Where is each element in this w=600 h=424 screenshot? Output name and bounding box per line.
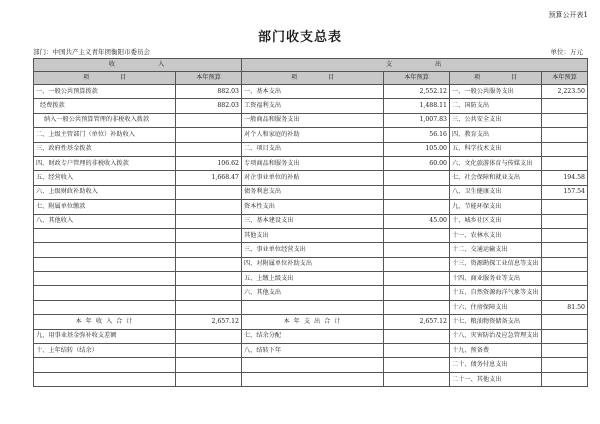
function-item-header: 项 目 [450, 72, 542, 85]
function-item-cell: 十六、住房保障支出 [450, 300, 542, 314]
function-amount-cell [542, 315, 588, 329]
table-row [34, 228, 588, 242]
income-amount-cell [176, 128, 242, 142]
income-item-header: 项 目 [34, 72, 176, 85]
expense-amount-cell [384, 185, 450, 199]
expense-item-cell: 本 年 支 出 合 计 [242, 315, 384, 329]
function-item-cell: 五、科学技术支出 [450, 142, 542, 156]
table-row [34, 300, 588, 314]
table-row [34, 329, 588, 343]
income-item-cell [34, 243, 176, 257]
income-item-cell: 一、一般公共预算拨款 [34, 85, 176, 99]
income-amount-cell [176, 185, 242, 199]
expense-amount-cell [384, 286, 450, 300]
income-item-cell: 七、附属单位缴款 [34, 200, 176, 214]
expense-amount-cell [384, 272, 450, 286]
expense-item-cell: 七、结余分配 [242, 329, 384, 343]
income-amount-cell: 106.62 [176, 156, 242, 170]
department-label: 部门：中国共产主义青年团衡阳市委员会 [33, 48, 150, 56]
table-row [34, 344, 588, 358]
budget-summary-table [33, 58, 588, 387]
income-item-cell: 十、上年结转（结余） [34, 344, 176, 358]
table-row [34, 315, 588, 329]
income-item-cell: 六、上级财政补助收入 [34, 185, 176, 199]
income-amount-cell: 2,657.12 [176, 315, 242, 329]
income-item-cell [34, 300, 176, 314]
function-item-cell: 十五、自然资源海洋气象等支出 [450, 286, 542, 300]
expense-item-cell: 八、结转下年 [242, 344, 384, 358]
income-amount-cell: 1,668.47 [176, 171, 242, 185]
function-item-cell: 二十一、其他支出 [450, 372, 542, 386]
income-amount-cell [176, 214, 242, 228]
function-amount-cell [542, 128, 588, 142]
income-amount-cell [176, 243, 242, 257]
page-title: 部门收支总表 [257, 30, 342, 45]
expense-item-cell [242, 372, 384, 386]
income-group-header: 收 入 [34, 59, 242, 72]
income-amount-cell [176, 228, 242, 242]
function-item-cell: 十一、农林水支出 [450, 228, 542, 242]
income-amount-cell [176, 200, 242, 214]
expense-item-cell: 六、其他支出 [242, 286, 384, 300]
table-group-header-row [34, 59, 588, 72]
expense-item-cell: 二、项目支出 [242, 142, 384, 156]
table-row [34, 272, 588, 286]
expense-item-cell: 资本性支出 [242, 200, 384, 214]
function-item-cell: 十、城乡社区支出 [450, 214, 542, 228]
expense-amount-cell [384, 329, 450, 343]
function-amount-cell [542, 228, 588, 242]
table-row [34, 185, 588, 199]
income-amount-cell [176, 257, 242, 271]
expense-item-cell: 五、上缴上级支出 [242, 272, 384, 286]
function-item-cell: 四、教育支出 [450, 128, 542, 142]
table-row [34, 128, 588, 142]
expense-amount-cell: 2,552.12 [384, 85, 450, 99]
table-row [34, 243, 588, 257]
income-item-cell: 八、其他收入 [34, 214, 176, 228]
function-item-cell: 十九、预备费 [450, 344, 542, 358]
expense-amount-header: 本年预算 [384, 72, 450, 85]
function-amount-cell: 157.54 [542, 185, 588, 199]
expense-item-cell: 一、基本支出 [242, 85, 384, 99]
expense-item-cell: 三、事业单位经营支出 [242, 243, 384, 257]
table-row [34, 113, 588, 127]
function-amount-cell [542, 329, 588, 343]
unit-label: 单位：万元 [550, 48, 583, 56]
expense-item-cell: 债务利息支出 [242, 185, 384, 199]
expense-amount-cell [384, 243, 450, 257]
function-amount-cell [542, 243, 588, 257]
function-item-cell: 三、公共安全支出 [450, 113, 542, 127]
income-item-cell [34, 257, 176, 271]
function-amount-cell [542, 113, 588, 127]
table-row [34, 156, 588, 170]
income-amount-cell: 882.03 [176, 85, 242, 99]
expense-amount-cell [384, 358, 450, 372]
function-item-cell: 二、国防支出 [450, 99, 542, 113]
table-row [34, 85, 588, 99]
income-item-cell: 经费拨款 [34, 99, 176, 113]
function-item-cell: 一、一般公共服务支出 [450, 85, 542, 99]
expense-amount-cell: 1,488.11 [384, 99, 450, 113]
table-row [34, 372, 588, 386]
expense-item-cell: 一般商品和服务支出 [242, 113, 384, 127]
expense-item-cell: 四、对附属单位补助支出 [242, 257, 384, 271]
function-amount-cell [542, 142, 588, 156]
expense-amount-cell [384, 228, 450, 242]
expense-amount-cell [384, 257, 450, 271]
income-item-cell: 本 年 收 入 合 计 [34, 315, 176, 329]
table-column-header-row [34, 72, 588, 85]
table-row [34, 358, 588, 372]
function-item-cell: 九、节能环保支出 [450, 200, 542, 214]
income-item-cell [34, 272, 176, 286]
expense-amount-cell: 105.00 [384, 142, 450, 156]
income-amount-cell [176, 344, 242, 358]
expense-amount-cell [384, 344, 450, 358]
income-item-cell [34, 228, 176, 242]
function-item-cell: 二十、债务付息支出 [450, 358, 542, 372]
function-amount-cell: 194.58 [542, 171, 588, 185]
expense-item-header: 项 目 [242, 72, 384, 85]
function-amount-cell [542, 286, 588, 300]
table-row [34, 171, 588, 185]
expense-amount-cell [384, 300, 450, 314]
income-item-cell: 三、政府性基金拨款 [34, 142, 176, 156]
function-amount-cell [542, 214, 588, 228]
function-item-cell: 十七、粮油物资储备支出 [450, 315, 542, 329]
function-amount-cell [542, 200, 588, 214]
expense-item-cell: 工资福利支出 [242, 99, 384, 113]
function-amount-cell [542, 99, 588, 113]
income-amount-cell [176, 358, 242, 372]
expense-item-cell [242, 358, 384, 372]
function-item-cell: 十四、商业服务业等支出 [450, 272, 542, 286]
function-item-cell: 十三、资源勘探工业信息等支出 [450, 257, 542, 271]
expense-item-cell: 对企事业单位的补贴 [242, 171, 384, 185]
expense-item-cell [242, 300, 384, 314]
table-row [34, 142, 588, 156]
function-amount-cell [542, 372, 588, 386]
table-row [34, 99, 588, 113]
table-row [34, 257, 588, 271]
expense-amount-cell: 56.16 [384, 128, 450, 142]
income-item-cell [34, 358, 176, 372]
income-amount-header: 本年预算 [176, 72, 242, 85]
income-amount-cell [176, 300, 242, 314]
function-amount-cell [542, 344, 588, 358]
function-item-cell: 八、卫生健康支出 [450, 185, 542, 199]
function-amount-cell [542, 272, 588, 286]
table-row [34, 214, 588, 228]
income-amount-cell [176, 372, 242, 386]
function-amount-header: 本年预算 [542, 72, 588, 85]
income-item-cell: 四、财政专户管理的非税收入拨款 [34, 156, 176, 170]
expense-group-header: 支 出 [242, 59, 588, 72]
function-amount-cell [542, 358, 588, 372]
function-item-cell: 十八、灾害防治及应急管理支出 [450, 329, 542, 343]
expense-item-cell: 专项商品和服务支出 [242, 156, 384, 170]
income-item-cell: 纳入一般公共预算管理的非税收入拨款 [34, 113, 176, 127]
table-row [34, 286, 588, 300]
expense-amount-cell [384, 171, 450, 185]
income-amount-cell [176, 272, 242, 286]
income-item-cell: 五、经营收入 [34, 171, 176, 185]
income-amount-cell [176, 286, 242, 300]
income-item-cell [34, 286, 176, 300]
table-number-label: 预算公开表1 [548, 11, 588, 19]
function-item-cell: 十二、交通运输支出 [450, 243, 542, 257]
income-amount-cell [176, 142, 242, 156]
expense-item-cell: 其他支出 [242, 228, 384, 242]
function-amount-cell: 81.50 [542, 300, 588, 314]
income-item-cell: 九、用事业基金弥补收支差额 [34, 329, 176, 343]
expense-amount-cell [384, 200, 450, 214]
income-amount-cell [176, 113, 242, 127]
function-amount-cell: 2,223.50 [542, 85, 588, 99]
function-item-cell: 七、社会保障和就业支出 [450, 171, 542, 185]
expense-item-cell: 三、基本建设支出 [242, 214, 384, 228]
expense-amount-cell: 2,657.12 [384, 315, 450, 329]
function-item-cell: 六、文化旅游体育与传媒支出 [450, 156, 542, 170]
function-amount-cell [542, 156, 588, 170]
table-row [34, 200, 588, 214]
expense-amount-cell: 1,007.83 [384, 113, 450, 127]
income-item-cell [34, 372, 176, 386]
income-item-cell: 二、上级主管部门（单位）补助收入 [34, 128, 176, 142]
expense-amount-cell: 60.00 [384, 156, 450, 170]
expense-amount-cell: 45.00 [384, 214, 450, 228]
income-amount-cell: 882.03 [176, 99, 242, 113]
expense-item-cell: 对个人和家庭的补助 [242, 128, 384, 142]
income-amount-cell [176, 329, 242, 343]
function-amount-cell [542, 257, 588, 271]
expense-amount-cell [384, 372, 450, 386]
